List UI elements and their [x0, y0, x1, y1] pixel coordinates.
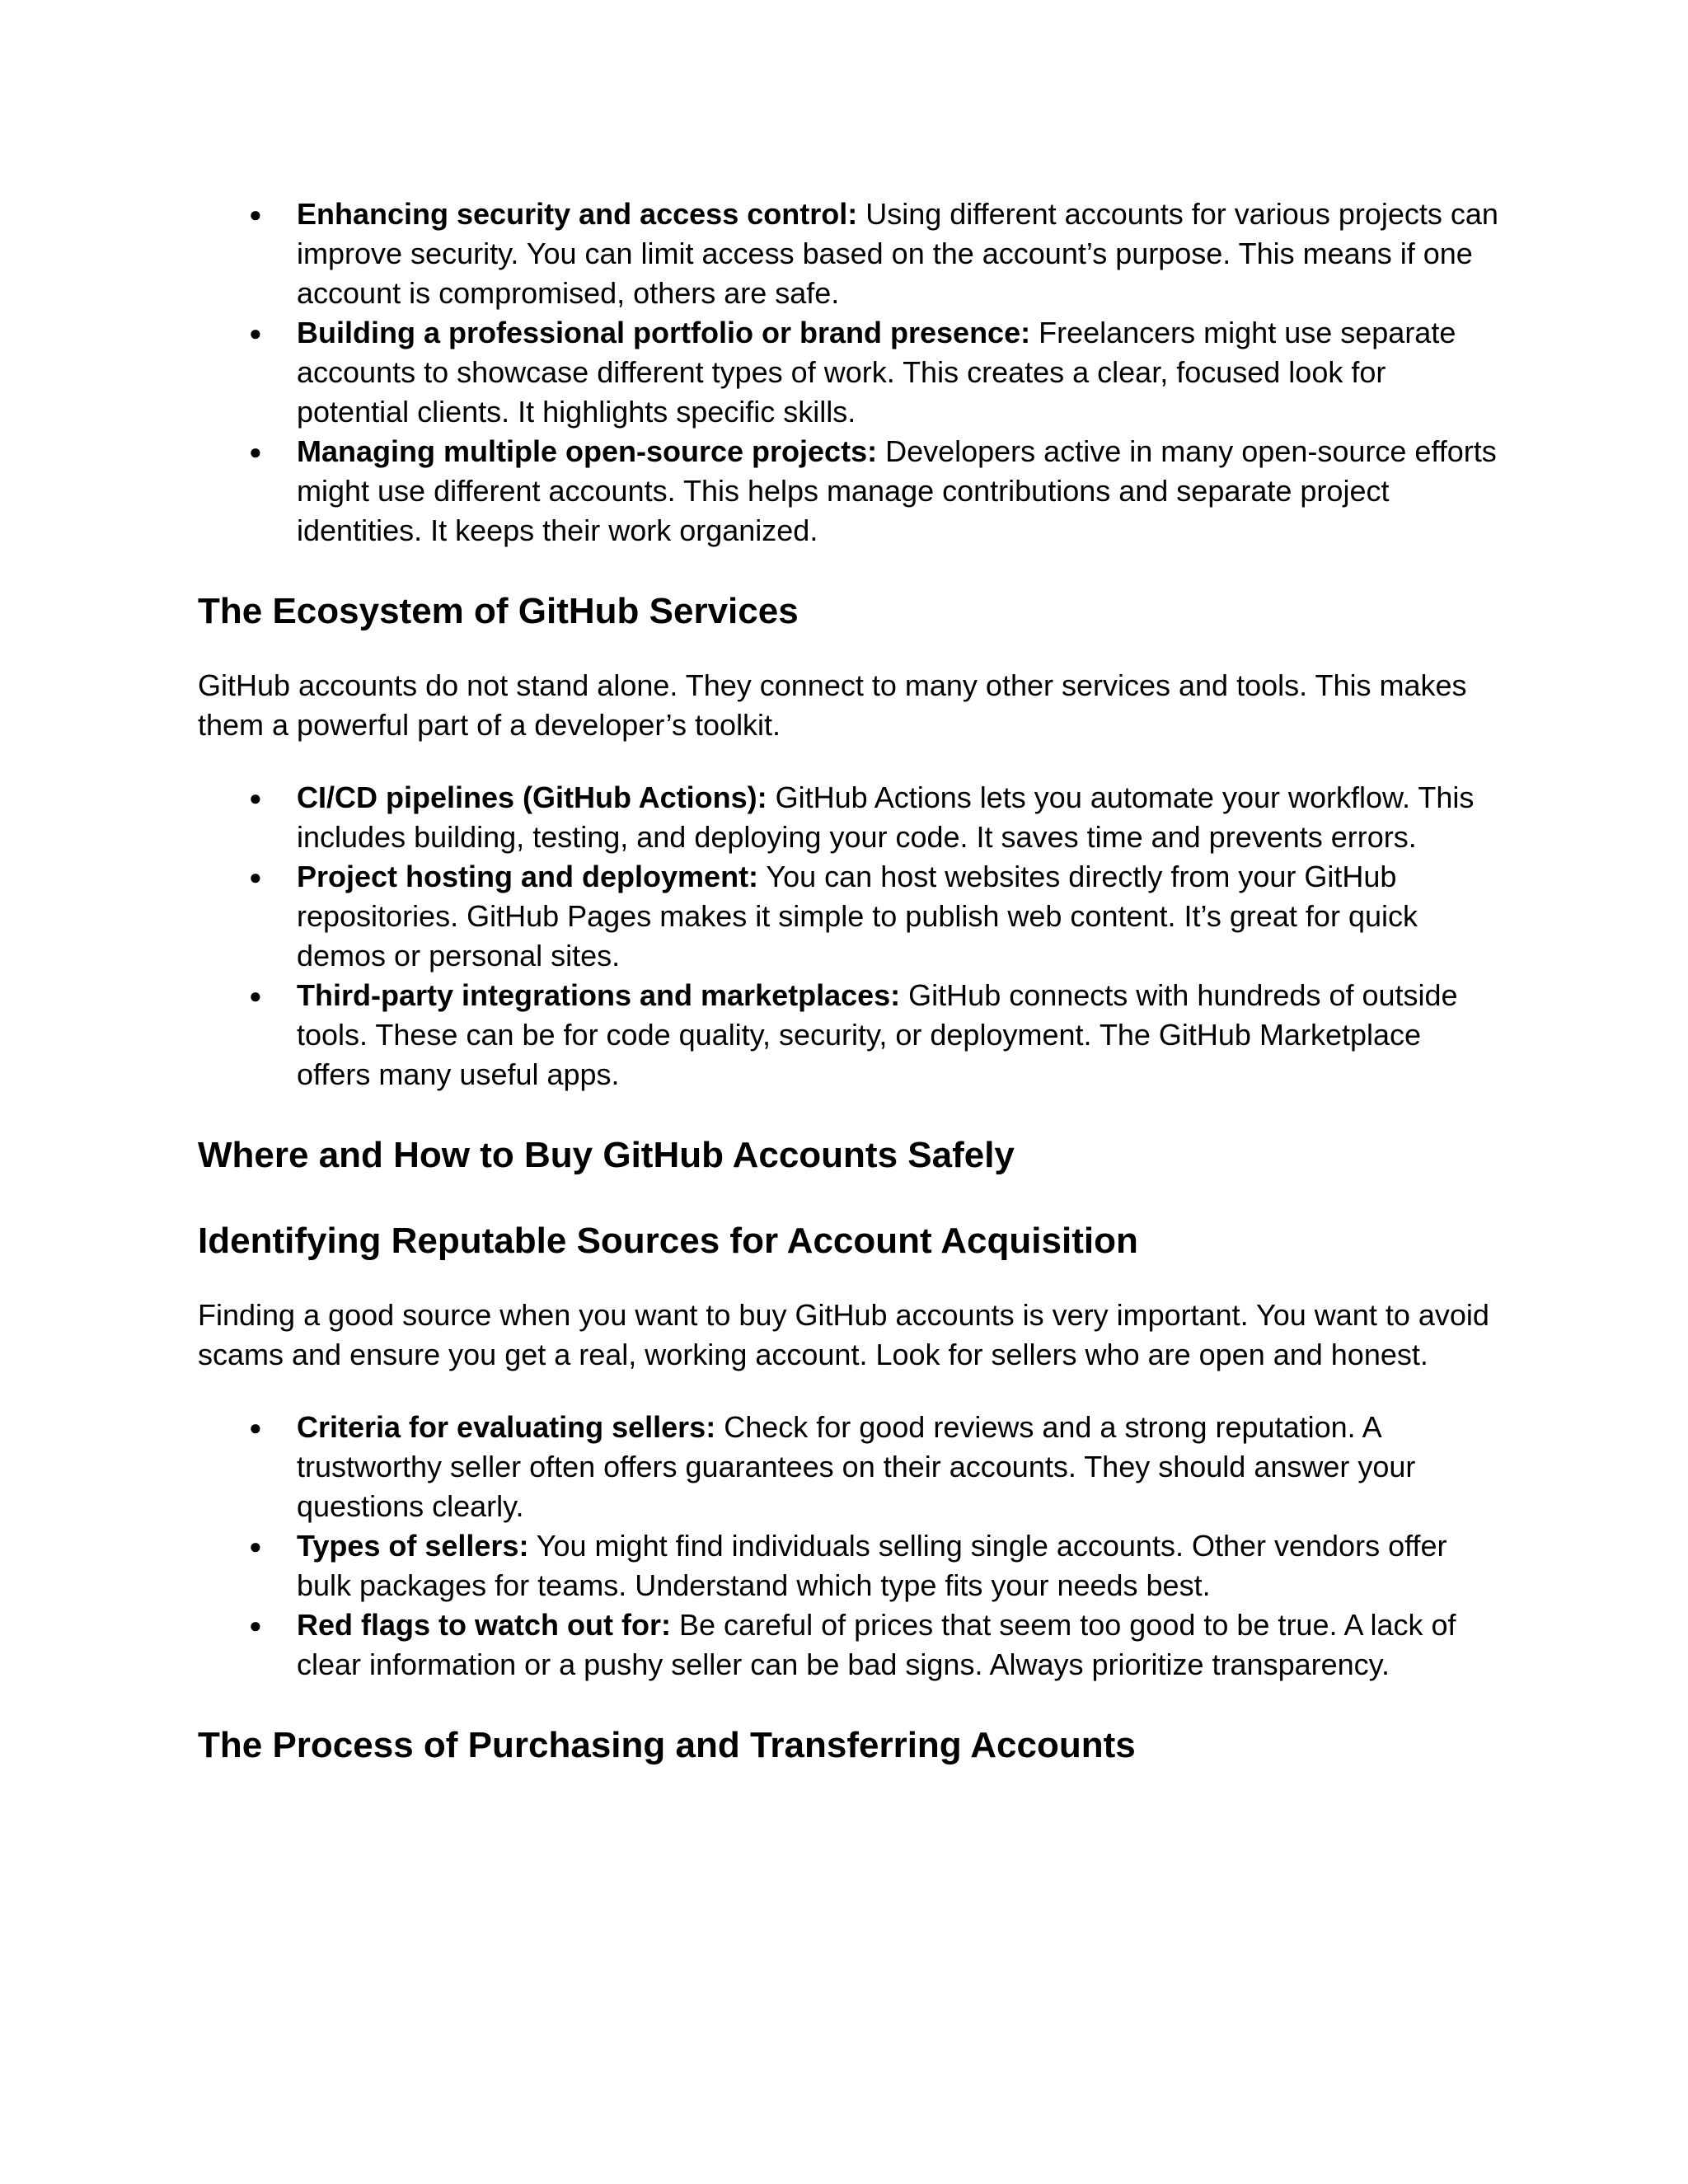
document-content: [198, 194, 1500, 1769]
bullet-icon: ●: [249, 321, 262, 345]
bullet-body-text: You can host websites directly from your GitHub repositories. GitHub Pages makes it simple to publish web content. It’s great for quick demos or personal sites.: [297, 860, 1418, 972]
ecosystem-bullet-list: [198, 778, 1500, 1094]
reputable-sources-paragraph: Finding a good source when you want to buy GitHub accounts is very important. You want to avoid scams and ensure you get a real, working account. Look for sellers who are open and honest.: [198, 1298, 1489, 1371]
bullet-icon: ●: [249, 865, 262, 889]
list-item: [198, 1605, 1500, 1685]
bullet-icon: ●: [249, 785, 262, 810]
bullet-body-text: GitHub connects with hundreds of outside tools. These can be for code quality, security, or deployment. The GitHub Marketplace offers many useful apps.: [297, 978, 1458, 1091]
bullet-icon: ●: [249, 1415, 262, 1440]
list-item: [198, 1526, 1500, 1605]
bullet-body-text: Be careful of prices that seem too good to be true. A lack of clear information or a pushy seller can be bad signs. Always prioritize transparency.: [297, 1608, 1456, 1681]
intro-bullet-list: [198, 194, 1500, 551]
reputable-bullet-list: [198, 1408, 1500, 1685]
bullet-lead-text: Building a professional portfolio or brand presence:: [297, 316, 1031, 349]
bullet-body-text: GitHub Actions lets you automate your workflow. This includes building, testing, and deploying your code. It saves time and prevents errors.: [297, 780, 1475, 854]
list-item: [198, 976, 1500, 1094]
list-item: [198, 1408, 1500, 1526]
bullet-icon: ●: [249, 439, 262, 464]
list-item: [198, 778, 1500, 857]
bullet-lead-text: Third-party integrations and marketplaces:: [297, 978, 901, 1012]
bullet-icon: ●: [249, 1534, 262, 1558]
list-item: [198, 432, 1500, 551]
bullet-icon: ●: [249, 983, 262, 1008]
list-item: [198, 194, 1500, 313]
reputable-sources-heading: Identifying Reputable Sources for Account Acquisition: [198, 1221, 1138, 1261]
bullet-lead-text: Enhancing security and access control:: [297, 197, 858, 231]
bullet-body-text: Using different accounts for various projects can improve security. You can limit access based on the account’s purpose. This means if one account is compromised, others are safe.: [297, 197, 1498, 310]
where-to-buy-heading: Where and How to Buy GitHub Accounts Safely: [198, 1135, 1015, 1175]
list-item: [198, 857, 1500, 976]
purchase-process-heading: The Process of Purchasing and Transferring Accounts: [198, 1725, 1136, 1765]
ecosystem-paragraph: GitHub accounts do not stand alone. They connect to many other services and tools. This makes them a powerful part of a developer’s toolkit.: [198, 668, 1467, 742]
bullet-lead-text: Types of sellers:: [297, 1529, 529, 1563]
bullet-body-text: Developers active in many open-source efforts might use different accounts. This helps manage contributions and separate project identities. It keeps their work organized.: [297, 434, 1497, 547]
bullet-lead-text: Project hosting and deployment:: [297, 860, 759, 893]
bullet-body-text: Check for good reviews and a strong reputation. A trustworthy seller often offers guarantees on their accounts. They should answer your questions clearly.: [297, 1410, 1416, 1523]
list-item: [198, 313, 1500, 432]
bullet-lead-text: Managing multiple open-source projects:: [297, 434, 878, 468]
bullet-icon: ●: [249, 1613, 262, 1638]
bullet-body-text: Freelancers might use separate accounts to showcase different types of work. This creates a clear, focused look for potential clients. It highlights specific skills.: [297, 316, 1456, 429]
bullet-lead-text: CI/CD pipelines (GitHub Actions):: [297, 780, 767, 814]
bullet-lead-text: Red flags to watch out for:: [297, 1608, 671, 1642]
bullet-lead-text: Criteria for evaluating sellers:: [297, 1410, 716, 1444]
bullet-icon: ●: [249, 202, 262, 227]
ecosystem-heading: The Ecosystem of GitHub Services: [198, 591, 799, 631]
bullet-body-text: You might find individuals selling single accounts. Other vendors offer bulk packages for teams. Understand which type fits your needs best.: [297, 1529, 1447, 1602]
